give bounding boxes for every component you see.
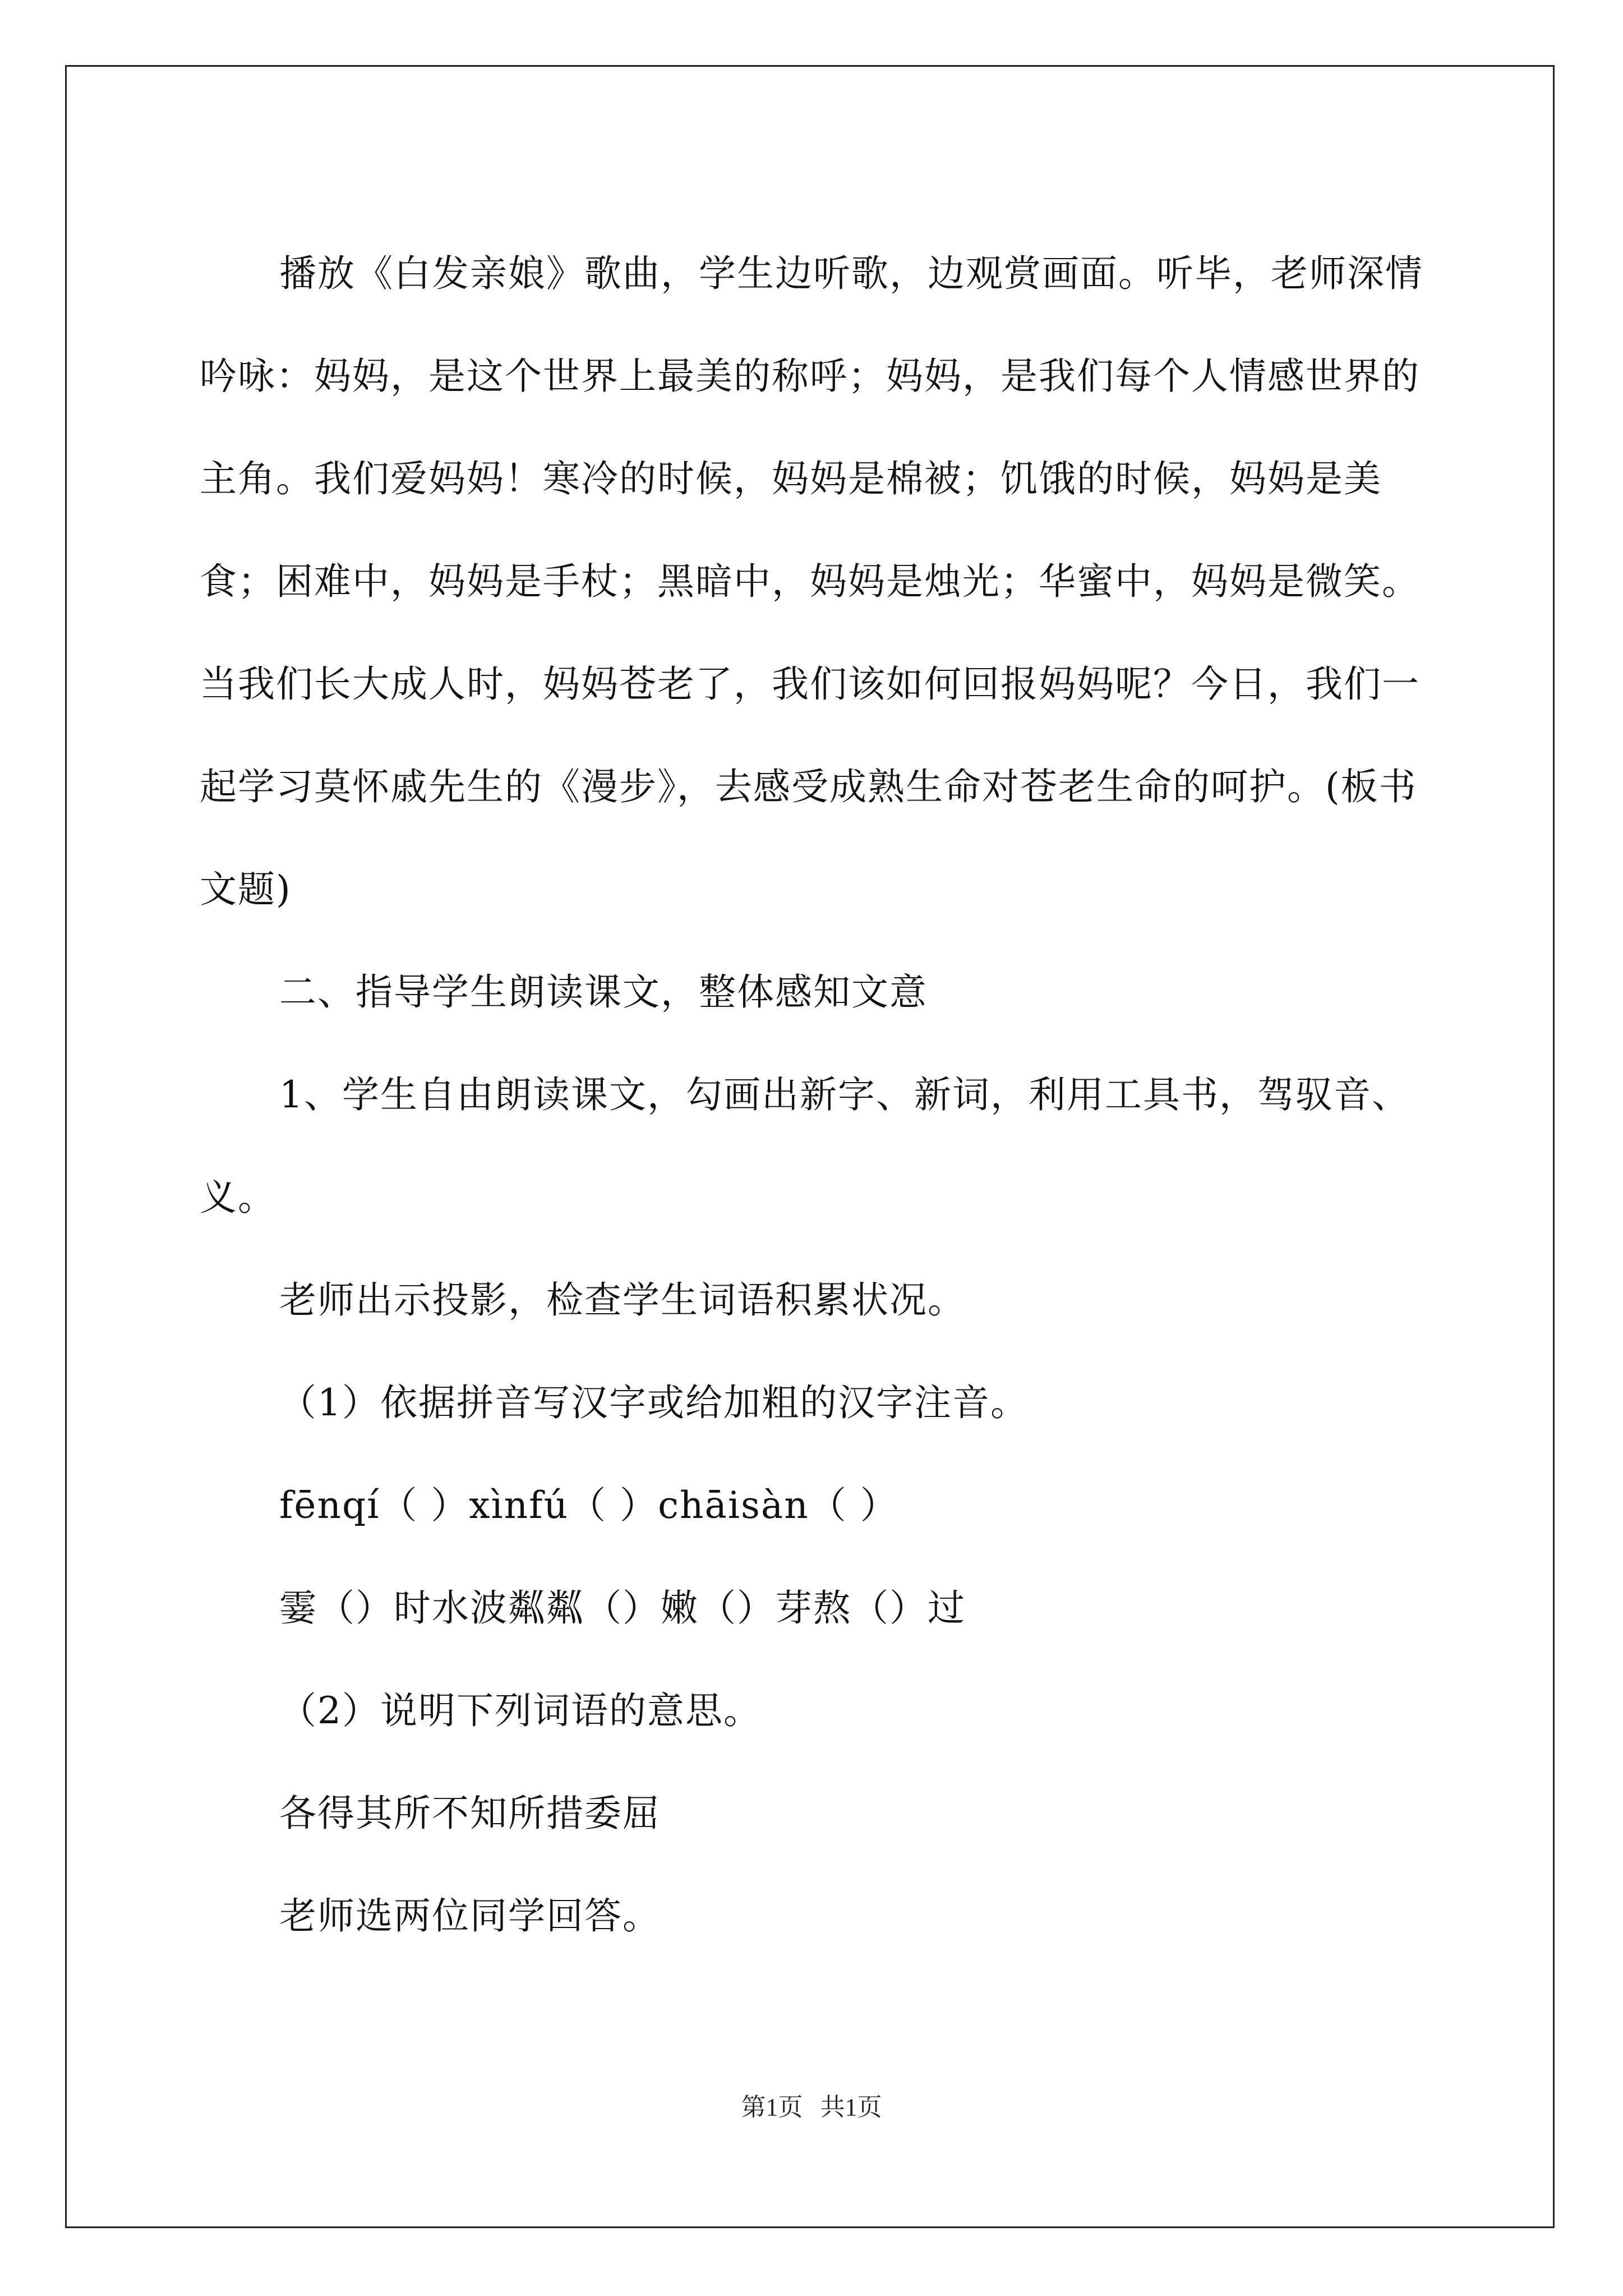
paragraph-intro: 播放《白发亲娘》歌曲，学生边听歌，边观赏画面。听毕，老师深情吟咏：妈妈，是这个世界上最美的称呼；妈妈，是我们每个人情感世界的主角。我们爱妈妈！寒冷的时候，妈妈是棉被；饥饿的时候，妈妈是美食；困难中，妈妈是手杖；黑暗中，妈妈是烛光；华蜜中，妈妈是微笑。当我们长大成人时，妈妈苍老了，我们该如何回报妈妈呢？今日，我们一起学习莫怀戚先生的《漫步》，去感受成熟生命对苍老生命的呵护。(板书文题) bbox=[200, 252, 1423, 911]
page-footer bbox=[0, 2087, 1623, 2123]
paragraph-step-1: 1、学生自由朗读课文，勾画出新字、新词，利用工具书，驾驭音、义。 bbox=[200, 1073, 1410, 1219]
exercise-2-prompt: （2）说明下列词语的意思。 bbox=[279, 1689, 762, 1732]
paragraph-closing: 老师选两位同学回答。 bbox=[279, 1894, 661, 1938]
section-heading: 二、指导学生朗读课文，整体感知文意 bbox=[279, 970, 928, 1014]
exercise-1-characters: 霎（）时水波粼粼（）嫩（）芽熬（）过 bbox=[279, 1586, 966, 1630]
exercise-1-prompt: （1）依据拼音写汉字或给加粗的汉字注音。 bbox=[279, 1381, 1029, 1424]
exercise-2-words: 各得其所不知所措委屈 bbox=[279, 1792, 661, 1835]
paragraph-projection: 老师出示投影，检查学生词语积累状况。 bbox=[279, 1278, 966, 1322]
exercise-1-pinyin: fēnqí（ ）xìnfú（ ）chāisàn（ ） bbox=[279, 1484, 898, 1527]
document-body bbox=[200, 222, 1428, 1967]
page-number: 第1页 bbox=[741, 2093, 803, 2121]
page-total: 共1页 bbox=[820, 2093, 882, 2121]
